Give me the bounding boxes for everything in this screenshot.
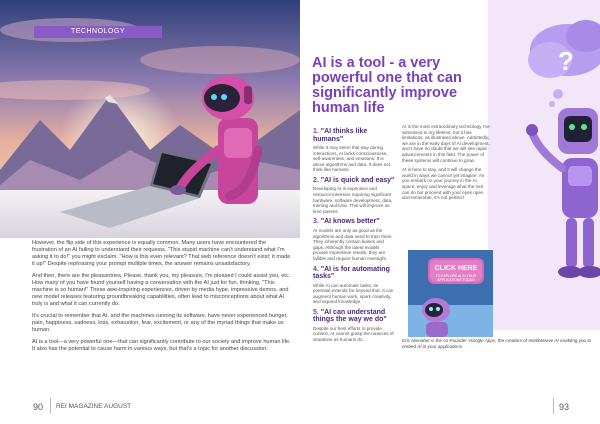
body-column (402, 124, 490, 205)
hero-illustration (0, 0, 300, 238)
section-tag: TECHNOLOGY (34, 26, 162, 38)
robot-with-question-bubble (488, 0, 600, 330)
body-column (32, 240, 292, 358)
section-heading: 5. "AI can understand things the way we do" (313, 308, 387, 324)
advert-artwork (408, 250, 493, 337)
folio-divider (553, 398, 554, 414)
folio-divider (50, 398, 51, 414)
headline: AI is a tool - a very powerful one that can significantly improve human life (312, 55, 462, 116)
section-heading: 4. "AI is for automating tasks" (313, 265, 390, 280)
body-paragraph: AI is the most extraordinary technology I've witnessed in my lifetime, but it has limitations, as illustrated above. Admittedly, we are in the early days of AI development, and I have no doubt that we will see rapid advancements in this field. The power of these systems will continue to grow. (402, 124, 490, 163)
section-body: While it may seem that way during interactions, AI lacks consciousness, self-awareness, and emotions. It is about algorithms and data. It does not think like humans. (313, 145, 391, 173)
body-paragraph: And then, there are the pleasantries. Please, thank you, my pleasure, I'm pleased I could assist you, etc. How many of you have found yourself having a conversation with the AI just for fun, thinking, "This machine is so human!" These awe-inspiring experiences, driven by media hype, impressive demos, and new model releases featuring groundbreaking capabilities, often lead to misconceptions about what AI truly is and what it can currently do. (32, 273, 291, 307)
author-caption: Eric Nienaber is the co-Founder Ytangle Apps, the creators of IntelliWeave AI enabling you to embed AI in your applications. (402, 338, 592, 349)
myths-column (313, 124, 395, 345)
body-paragraph: AI is a tool—a very powerful one—that can significantly contribute to our society and improve human life. It also has the potential to cause harm in various ways, but that's a topic for another discussion. (32, 339, 291, 352)
section-body: Despite our best efforts to provide context, AI cannot grasp the nuances of situations as humans do. (313, 325, 394, 343)
page-number: 93 (559, 402, 570, 412)
question-mark-icon: ? (558, 46, 574, 76)
section-heading: 3. "AI knows better" (313, 218, 380, 226)
body-paragraph: However, the flip side of this experience is equally common. Many users have encountered the frustration of an AI failing to understand their requests. "This stupid machine can't understand what I'm asking it to do!" you might exclaim. "How is this even relevant? That web reference doesn't exist; it made it up!" Despite rephrasing your prompt multiple times, the answer remains unsatisfactory. (32, 240, 291, 267)
advert-subtext: TO EXPLORE AI IN YOUR APPLICATIONS TODAY! (435, 274, 477, 282)
body-paragraph: It's crucial to remember that AI, and the machines running its software, have never experienced hunger, pain, happiness, sadness, loss, exhaustion, fear, excitement, or any of the myriad things that make us human. (32, 313, 288, 333)
section-body: Developing AI is expensive and resource-intensive requiring significant hardware, software development, data, training and time. This will improve as time passes. (313, 186, 393, 214)
body-paragraph: AI is here to stay, and it will change the world in ways we cannot yet imagine. As you embark on your journey in the AI space, enjoy and leverage what the tool can do but proceed with your eyes open and remember, it's not perfect! (402, 167, 485, 201)
robot-illustration (488, 0, 600, 330)
section-body: While AI can automate tasks, its potential extends far beyond that. It can augment human work, spark creativity, and expand knowledge. (313, 282, 394, 305)
section-body: AI models are only as good as the algorithms and data used to train them. They inherently contain biases and gaps. Although the latest models provide impressive results, they are fallible and require human oversight. (313, 227, 393, 261)
click-here-button[interactable]: CLICK HERE (434, 265, 478, 272)
right-page (300, 0, 600, 424)
section-heading: 2. "AI is quick and easy" (313, 176, 395, 184)
page-number: 90 (33, 402, 44, 412)
section-heading: 1. "AI thinks like humans" (313, 128, 368, 143)
magazine-name: REI MAGAZINE AUGUST (56, 403, 132, 410)
advert[interactable] (408, 250, 493, 337)
